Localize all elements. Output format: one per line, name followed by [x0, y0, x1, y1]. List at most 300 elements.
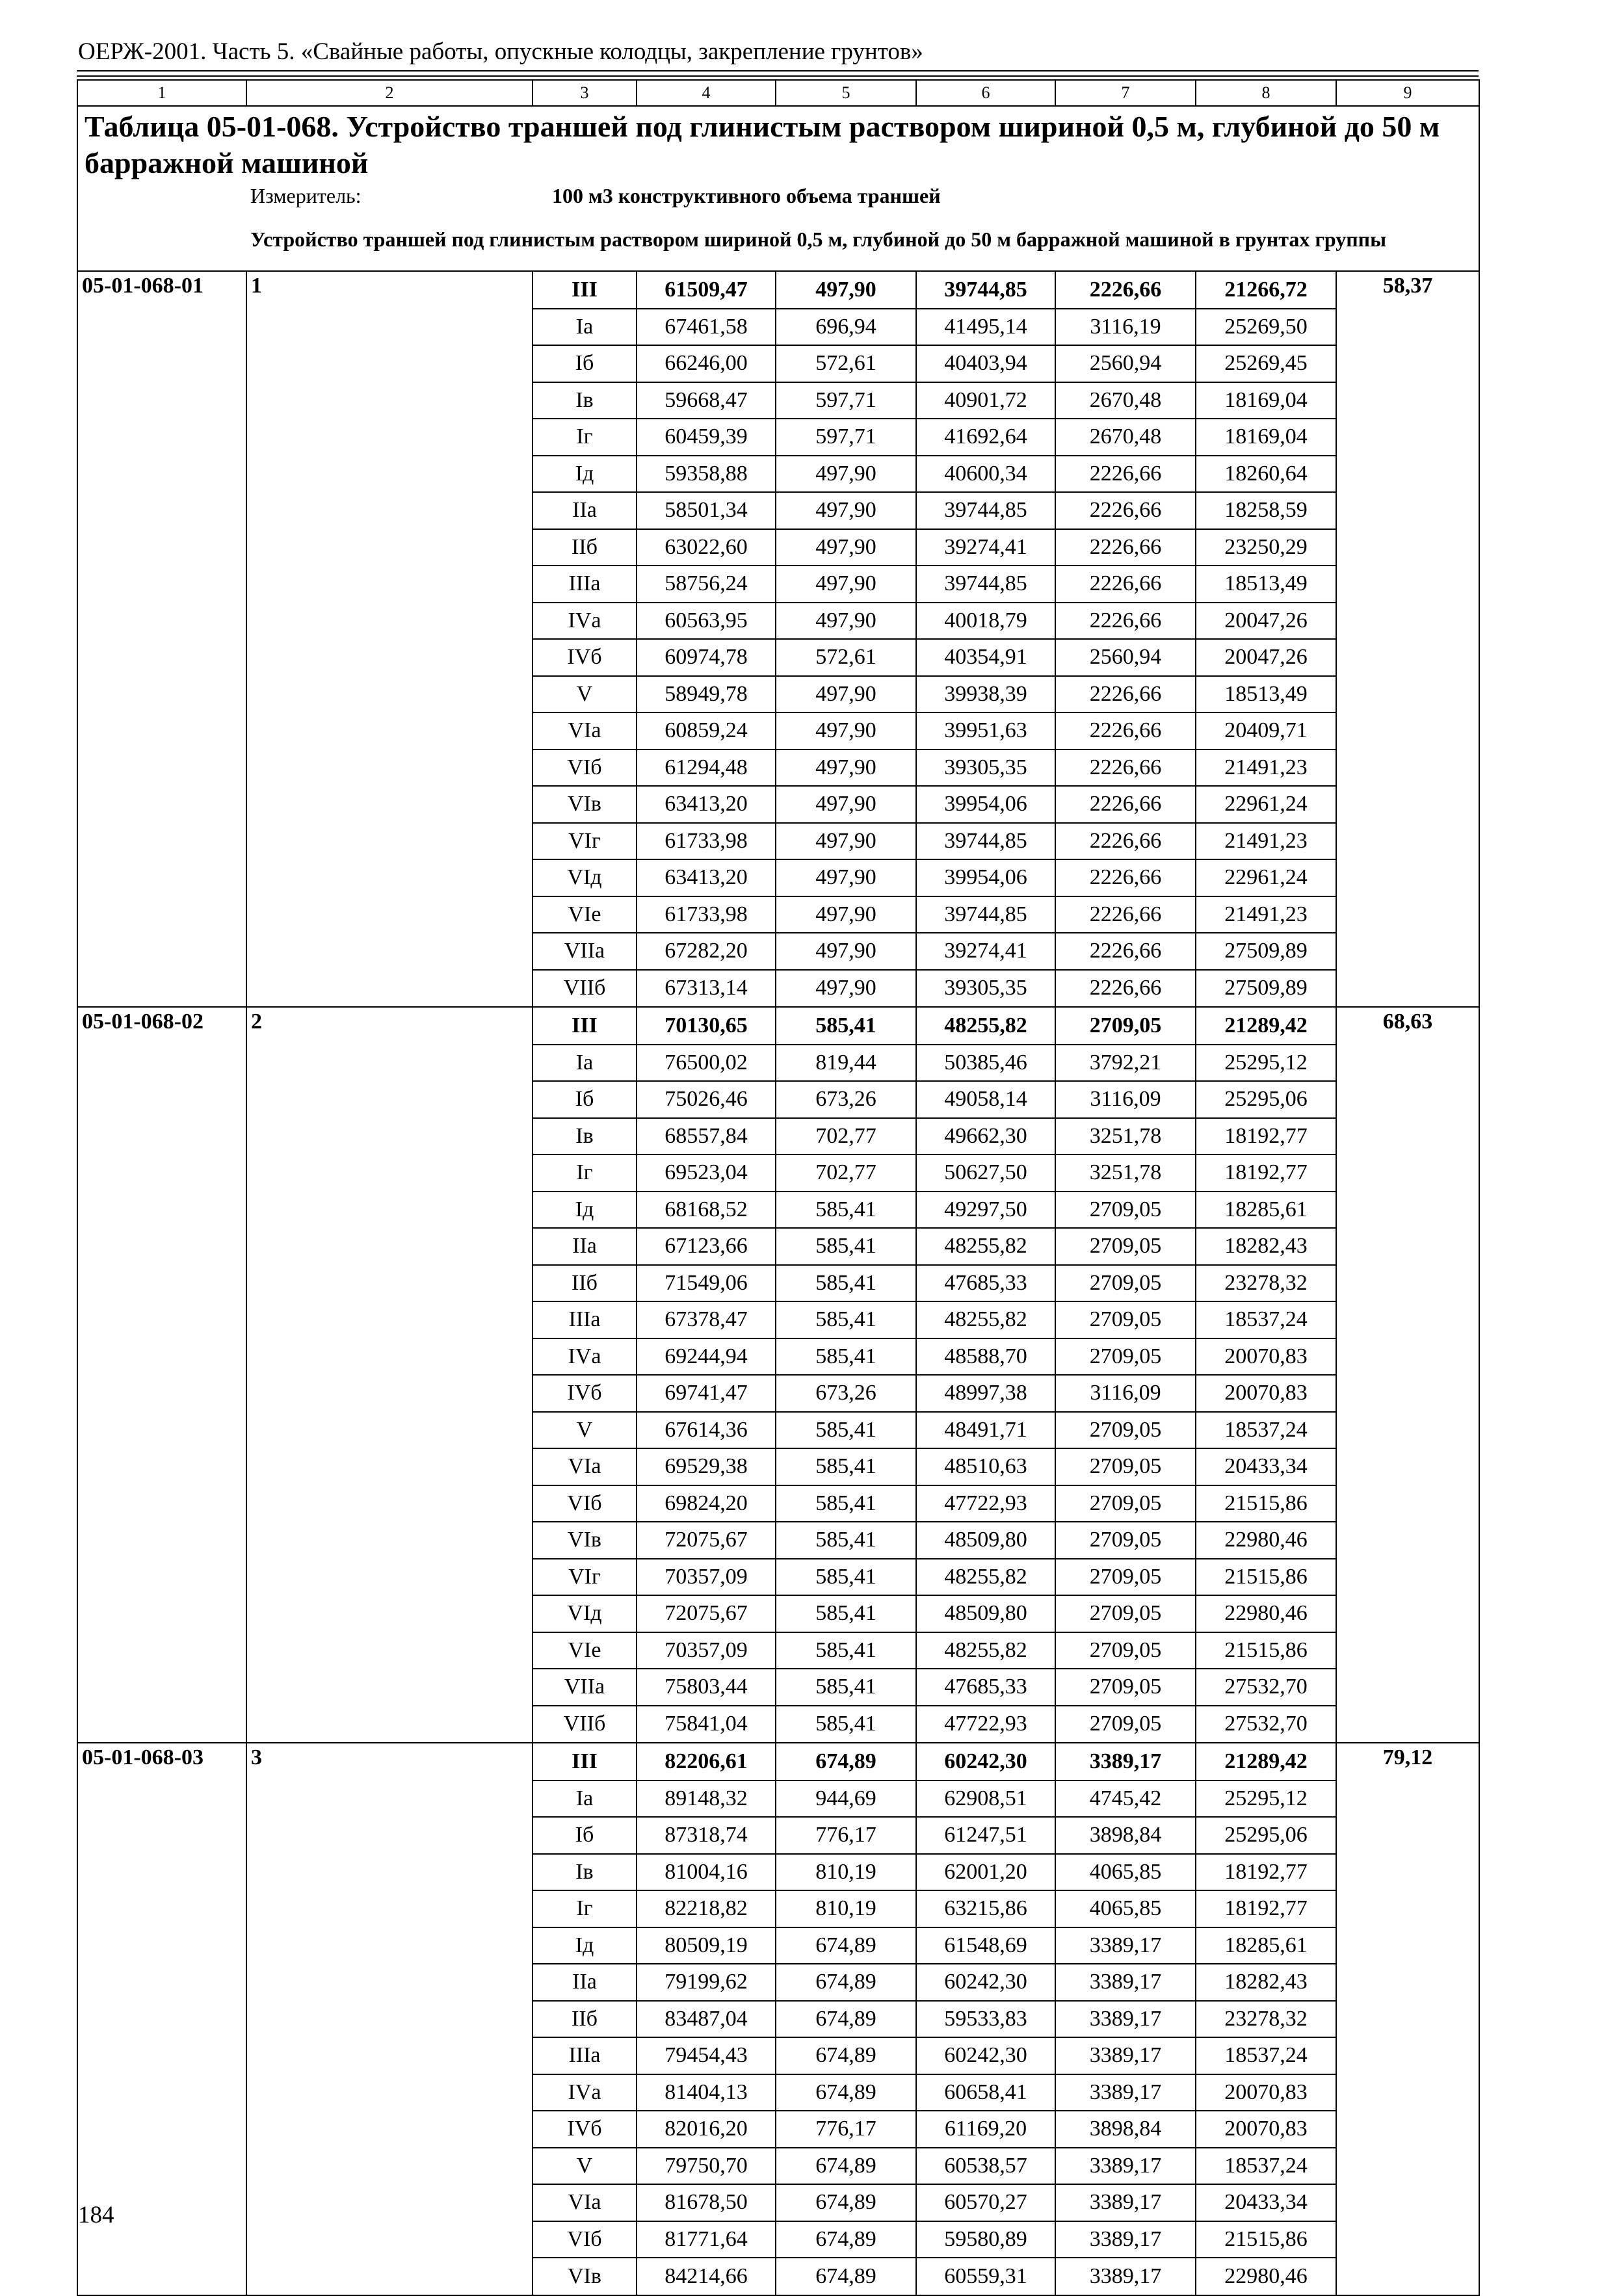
labor-cost-cell: [1336, 786, 1479, 823]
operator-wage-cell: 3389,17: [1055, 1964, 1196, 2001]
materials-cell: 23278,32: [1196, 2001, 1336, 2038]
operator-wage-cell: 2709,05: [1055, 1301, 1196, 1338]
operator-wage-cell: 2226,66: [1055, 456, 1196, 493]
wage-cell: 497,90: [776, 933, 916, 970]
soil-group-cell: VIIб: [533, 970, 637, 1008]
total-cost-cell: 60563,95: [637, 603, 776, 640]
soil-group-cell: V: [533, 676, 637, 713]
labor-cost-cell: [1336, 2221, 1479, 2258]
column-number-cell: 9: [1336, 80, 1479, 106]
norm-number-cell: [246, 1265, 533, 1302]
total-cost-cell: 70130,65: [637, 1007, 776, 1045]
norm-number-cell: [246, 2111, 533, 2148]
soil-group-cell: VIе: [533, 896, 637, 933]
total-cost-cell: 63413,20: [637, 859, 776, 896]
materials-cell: 21491,23: [1196, 896, 1336, 933]
norm-code-cell: [77, 639, 246, 676]
norm-number-cell: [246, 1927, 533, 1964]
total-cost-cell: 61509,47: [637, 271, 776, 309]
norm-code-cell: [77, 1964, 246, 2001]
labor-cost-cell: [1336, 419, 1479, 456]
total-cost-cell: 80509,19: [637, 1927, 776, 1964]
materials-cell: 25295,12: [1196, 1781, 1336, 1818]
norm-code-cell: [77, 2258, 246, 2295]
machine-cost-cell: 61247,51: [916, 1817, 1055, 1854]
wage-cell: 497,90: [776, 750, 916, 787]
soil-group-cell: Iб: [533, 1817, 637, 1854]
total-cost-cell: 72075,67: [637, 1595, 776, 1632]
measurer-value: 100 м3 конструктивного объема траншей: [552, 184, 941, 207]
soil-group-cell: Iд: [533, 456, 637, 493]
norm-code-cell: [77, 1228, 246, 1265]
soil-group-cell: IVа: [533, 603, 637, 640]
soil-group-cell: VIв: [533, 2258, 637, 2295]
labor-cost-cell: [1336, 456, 1479, 493]
norm-code-cell: [77, 1118, 246, 1155]
machine-cost-cell: 39305,35: [916, 970, 1055, 1008]
table-row: [77, 1927, 1479, 1964]
machine-cost-cell: 48255,82: [916, 1632, 1055, 1669]
wage-cell: 585,41: [776, 1192, 916, 1229]
operator-wage-cell: 3389,17: [1055, 2001, 1196, 2038]
operator-wage-cell: 2226,66: [1055, 712, 1196, 750]
materials-cell: 18513,49: [1196, 566, 1336, 603]
total-cost-cell: 81004,16: [637, 1854, 776, 1891]
table-row: [77, 1007, 1479, 1045]
operator-wage-cell: 2709,05: [1055, 1228, 1196, 1265]
norm-code-cell: [77, 345, 246, 382]
labor-cost-cell: [1336, 1781, 1479, 1818]
soil-group-cell: VIв: [533, 786, 637, 823]
header-rule-double: [77, 75, 1479, 77]
machine-cost-cell: 40354,91: [916, 639, 1055, 676]
labor-cost-cell: 79,12: [1336, 1743, 1479, 1781]
soil-group-cell: Iв: [533, 1854, 637, 1891]
labor-cost-cell: 68,63: [1336, 1007, 1479, 1045]
norm-number-cell: [246, 309, 533, 346]
norm-code-cell: [77, 382, 246, 419]
wage-cell: 497,90: [776, 970, 916, 1008]
operator-wage-cell: 2709,05: [1055, 1485, 1196, 1522]
operator-wage-cell: 3389,17: [1055, 2074, 1196, 2111]
materials-cell: 20433,34: [1196, 1448, 1336, 1485]
norm-code-cell: [77, 1706, 246, 1743]
norm-number-cell: [246, 529, 533, 566]
table-row: [77, 1448, 1479, 1485]
norm-number-cell: [246, 1595, 533, 1632]
machine-cost-cell: 60658,41: [916, 2074, 1055, 2111]
soil-group-cell: Iб: [533, 345, 637, 382]
labor-cost-cell: [1336, 1265, 1479, 1302]
soil-group-cell: IIа: [533, 1228, 637, 1265]
total-cost-cell: 69523,04: [637, 1155, 776, 1192]
materials-cell: 18513,49: [1196, 676, 1336, 713]
operator-wage-cell: 3898,84: [1055, 2111, 1196, 2148]
soil-group-cell: Iа: [533, 309, 637, 346]
machine-cost-cell: 39951,63: [916, 712, 1055, 750]
labor-cost-cell: [1336, 1595, 1479, 1632]
labor-cost-cell: [1336, 1669, 1479, 1706]
column-number-cell: 5: [776, 80, 916, 106]
total-cost-cell: 81771,64: [637, 2221, 776, 2258]
wage-cell: 572,61: [776, 639, 916, 676]
table-row: [77, 1595, 1479, 1632]
total-cost-cell: 63413,20: [637, 786, 776, 823]
column-number-cell: 1: [77, 80, 246, 106]
machine-cost-cell: 39274,41: [916, 529, 1055, 566]
total-cost-cell: 68168,52: [637, 1192, 776, 1229]
machine-cost-cell: 48255,82: [916, 1301, 1055, 1338]
total-cost-cell: 69824,20: [637, 1485, 776, 1522]
norm-number-cell: [246, 859, 533, 896]
materials-cell: 18169,04: [1196, 382, 1336, 419]
norm-number-cell: [246, 1781, 533, 1818]
norm-number-cell: [246, 1669, 533, 1706]
operator-wage-cell: 2226,66: [1055, 933, 1196, 970]
materials-cell: 18282,43: [1196, 1228, 1336, 1265]
norm-code-cell: [77, 1890, 246, 1927]
table-row: [77, 823, 1479, 860]
labor-cost-cell: [1336, 529, 1479, 566]
machine-cost-cell: 60242,30: [916, 1964, 1055, 2001]
machine-cost-cell: 39305,35: [916, 750, 1055, 787]
materials-cell: 20070,83: [1196, 1338, 1336, 1376]
machine-cost-cell: 39954,06: [916, 786, 1055, 823]
operator-wage-cell: 2226,66: [1055, 566, 1196, 603]
materials-cell: 21515,86: [1196, 1485, 1336, 1522]
soil-group-cell: Iв: [533, 382, 637, 419]
norm-number-cell: [246, 639, 533, 676]
materials-cell: 25295,12: [1196, 1045, 1336, 1082]
norm-number-cell: [246, 1890, 533, 1927]
soil-group-cell: V: [533, 2148, 637, 2185]
norm-number-cell: [246, 1706, 533, 1743]
norm-number-cell: [246, 1081, 533, 1118]
machine-cost-cell: 48491,71: [916, 1412, 1055, 1449]
norm-code-cell: [77, 712, 246, 750]
labor-cost-cell: [1336, 309, 1479, 346]
machine-cost-cell: 49297,50: [916, 1192, 1055, 1229]
table-row: [77, 271, 1479, 309]
norm-code-cell: [77, 1375, 246, 1412]
materials-cell: 27509,89: [1196, 933, 1336, 970]
labor-cost-cell: [1336, 676, 1479, 713]
soil-group-cell: Iв: [533, 1118, 637, 1155]
norm-code-cell: [77, 2074, 246, 2111]
machine-cost-cell: 47685,33: [916, 1669, 1055, 1706]
table-row: [77, 1155, 1479, 1192]
materials-cell: 20409,71: [1196, 712, 1336, 750]
machine-cost-cell: 41495,14: [916, 309, 1055, 346]
norm-number-cell: [246, 1228, 533, 1265]
norm-number-cell: [246, 1522, 533, 1559]
machine-cost-cell: 47685,33: [916, 1265, 1055, 1302]
norm-code-cell: [77, 1412, 246, 1449]
table-row: [77, 2037, 1479, 2074]
norm-code-cell: [77, 1045, 246, 1082]
total-cost-cell: 75026,46: [637, 1081, 776, 1118]
total-cost-cell: 67461,58: [637, 309, 776, 346]
materials-cell: 18537,24: [1196, 2037, 1336, 2074]
materials-cell: 21266,72: [1196, 271, 1336, 309]
soil-group-cell: Iа: [533, 1045, 637, 1082]
machine-cost-cell: 39744,85: [916, 823, 1055, 860]
wage-cell: 696,94: [776, 309, 916, 346]
norm-code-cell: 05-01-068-01: [77, 271, 246, 309]
table-row: [77, 382, 1479, 419]
table-row: [77, 1375, 1479, 1412]
operator-wage-cell: 3116,19: [1055, 309, 1196, 346]
operator-wage-cell: 3389,17: [1055, 2148, 1196, 2185]
wage-cell: 597,71: [776, 382, 916, 419]
total-cost-cell: 83487,04: [637, 2001, 776, 2038]
norm-code-cell: [77, 492, 246, 529]
soil-group-cell: IVб: [533, 639, 637, 676]
materials-cell: 27532,70: [1196, 1669, 1336, 1706]
norm-code-cell: [77, 859, 246, 896]
labor-cost-cell: [1336, 1854, 1479, 1891]
table-row: [77, 639, 1479, 676]
norm-number-cell: [246, 1485, 533, 1522]
wage-cell: 497,90: [776, 566, 916, 603]
wage-cell: 585,41: [776, 1448, 916, 1485]
materials-cell: 18537,24: [1196, 1412, 1336, 1449]
machine-cost-cell: 48255,82: [916, 1228, 1055, 1265]
machine-cost-cell: 48588,70: [916, 1338, 1055, 1376]
materials-cell: 20070,83: [1196, 2074, 1336, 2111]
soil-group-cell: VIIа: [533, 933, 637, 970]
materials-cell: 22980,46: [1196, 1595, 1336, 1632]
norm-number-cell: [246, 419, 533, 456]
table-row: [77, 1817, 1479, 1854]
machine-cost-cell: 39744,85: [916, 896, 1055, 933]
total-cost-cell: 69244,94: [637, 1338, 776, 1376]
wage-cell: 585,41: [776, 1007, 916, 1045]
soil-group-cell: IVа: [533, 1338, 637, 1376]
operator-wage-cell: 2670,48: [1055, 382, 1196, 419]
materials-cell: 18537,24: [1196, 1301, 1336, 1338]
operator-wage-cell: 3898,84: [1055, 1817, 1196, 1854]
table-row: [77, 529, 1479, 566]
operator-wage-cell: 2226,66: [1055, 750, 1196, 787]
table-row: [77, 1192, 1479, 1229]
labor-cost-cell: [1336, 382, 1479, 419]
labor-cost-cell: [1336, 750, 1479, 787]
total-cost-cell: 75803,44: [637, 1669, 776, 1706]
norm-number-cell: [246, 1301, 533, 1338]
header-rule: [77, 70, 1479, 72]
total-cost-cell: 67282,20: [637, 933, 776, 970]
total-cost-cell: 89148,32: [637, 1781, 776, 1818]
column-number-cell: 2: [246, 80, 533, 106]
machine-cost-cell: 50385,46: [916, 1045, 1055, 1082]
table-row: [77, 1781, 1479, 1818]
soil-group-cell: Iг: [533, 1890, 637, 1927]
norm-code-cell: [77, 970, 246, 1008]
operator-wage-cell: 2226,66: [1055, 676, 1196, 713]
norm-number-cell: [246, 2258, 533, 2295]
total-cost-cell: 67378,47: [637, 1301, 776, 1338]
wage-cell: 585,41: [776, 1706, 916, 1743]
wage-cell: 585,41: [776, 1559, 916, 1596]
norm-number-cell: [246, 933, 533, 970]
soil-group-cell: III: [533, 271, 637, 309]
norm-number-cell: [246, 1412, 533, 1449]
wage-cell: 585,41: [776, 1595, 916, 1632]
soil-group-cell: IIа: [533, 1964, 637, 2001]
soil-group-cell: IVб: [533, 1375, 637, 1412]
labor-cost-cell: [1336, 603, 1479, 640]
labor-cost-cell: [1336, 1338, 1479, 1376]
table-row: [77, 1338, 1479, 1376]
operator-wage-cell: 2226,66: [1055, 970, 1196, 1008]
norm-number-cell: [246, 1045, 533, 1082]
materials-cell: 23250,29: [1196, 529, 1336, 566]
norm-code-cell: [77, 1559, 246, 1596]
norm-code-cell: [77, 1854, 246, 1891]
total-cost-cell: 81678,50: [637, 2184, 776, 2221]
table-row: [77, 1522, 1479, 1559]
subheader-row: [77, 208, 1479, 271]
soil-group-cell: VIа: [533, 1448, 637, 1485]
table-title: Таблица 05-01-068. Устройство траншей под глинистым раствором шириной 0,5 м, глубиной до 50 м барражной машиной: [77, 106, 1479, 183]
materials-cell: 18169,04: [1196, 419, 1336, 456]
labor-cost-cell: 58,37: [1336, 271, 1479, 309]
labor-cost-cell: [1336, 712, 1479, 750]
wage-cell: 810,19: [776, 1854, 916, 1891]
machine-cost-cell: 63215,86: [916, 1890, 1055, 1927]
norm-code-cell: [77, 566, 246, 603]
operator-wage-cell: 2709,05: [1055, 1007, 1196, 1045]
total-cost-cell: 61733,98: [637, 896, 776, 933]
table-row: [77, 2184, 1479, 2221]
norm-code-cell: [77, 1338, 246, 1376]
norm-number-cell: [246, 2074, 533, 2111]
operator-wage-cell: 3389,17: [1055, 1743, 1196, 1781]
machine-cost-cell: 40600,34: [916, 456, 1055, 493]
norm-number-cell: [246, 1964, 533, 2001]
table-row: [77, 1632, 1479, 1669]
materials-cell: 21491,23: [1196, 823, 1336, 860]
labor-cost-cell: [1336, 1412, 1479, 1449]
operator-wage-cell: 4065,85: [1055, 1854, 1196, 1891]
measurer-row: [77, 183, 1479, 208]
labor-cost-cell: [1336, 345, 1479, 382]
table-row: [77, 566, 1479, 603]
labor-cost-cell: [1336, 823, 1479, 860]
labor-cost-cell: [1336, 566, 1479, 603]
wage-cell: 674,89: [776, 2258, 916, 2295]
materials-cell: 25269,45: [1196, 345, 1336, 382]
total-cost-cell: 58949,78: [637, 676, 776, 713]
wage-cell: 497,90: [776, 859, 916, 896]
labor-cost-cell: [1336, 1448, 1479, 1485]
machine-cost-cell: 40901,72: [916, 382, 1055, 419]
norm-number-cell: [246, 2001, 533, 2038]
labor-cost-cell: [1336, 1817, 1479, 1854]
materials-cell: 18282,43: [1196, 1964, 1336, 2001]
norm-number-cell: [246, 2221, 533, 2258]
document-header: ОЕРЖ-2001. Часть 5. «Свайные работы, опускные колодцы, закрепление грунтов»: [78, 38, 923, 65]
total-cost-cell: 68557,84: [637, 1118, 776, 1155]
table-row: [77, 1706, 1479, 1743]
norm-number-cell: [246, 750, 533, 787]
machine-cost-cell: 39744,85: [916, 271, 1055, 309]
norm-code-cell: [77, 2148, 246, 2185]
table-row: [77, 492, 1479, 529]
wage-cell: 702,77: [776, 1155, 916, 1192]
labor-cost-cell: [1336, 2111, 1479, 2148]
soil-group-cell: VIб: [533, 750, 637, 787]
materials-cell: 20070,83: [1196, 1375, 1336, 1412]
wage-cell: 810,19: [776, 1890, 916, 1927]
norm-number-cell: [246, 603, 533, 640]
norm-code-cell: [77, 750, 246, 787]
norm-number-cell: [246, 676, 533, 713]
machine-cost-cell: 40018,79: [916, 603, 1055, 640]
materials-cell: 18285,61: [1196, 1192, 1336, 1229]
operator-wage-cell: 2709,05: [1055, 1448, 1196, 1485]
column-number-cell: 4: [637, 80, 776, 106]
wage-cell: 497,90: [776, 271, 916, 309]
total-cost-cell: 63022,60: [637, 529, 776, 566]
norm-number-cell: [246, 1118, 533, 1155]
table-row: [77, 2221, 1479, 2258]
page-number: 184: [78, 2202, 114, 2228]
wage-cell: 585,41: [776, 1522, 916, 1559]
table-subheader: Устройство траншей под глинистым раствором шириной 0,5 м, глубиной до 50 м барражной машиной в грунтах группы: [246, 208, 1479, 271]
norm-code-cell: [77, 529, 246, 566]
labor-cost-cell: [1336, 1301, 1479, 1338]
table-row: [77, 1045, 1479, 1082]
materials-cell: 23278,32: [1196, 1265, 1336, 1302]
soil-group-cell: Iд: [533, 1927, 637, 1964]
column-number-row: [77, 80, 1479, 106]
total-cost-cell: 79454,43: [637, 2037, 776, 2074]
labor-cost-cell: [1336, 970, 1479, 1008]
operator-wage-cell: 2709,05: [1055, 1265, 1196, 1302]
materials-cell: 20047,26: [1196, 639, 1336, 676]
table-row: [77, 2258, 1479, 2295]
materials-cell: 18537,24: [1196, 2148, 1336, 2185]
operator-wage-cell: 3389,17: [1055, 2037, 1196, 2074]
wage-cell: 674,89: [776, 2074, 916, 2111]
materials-cell: 27532,70: [1196, 1706, 1336, 1743]
norm-number-cell: [246, 492, 533, 529]
norm-code-cell: [77, 309, 246, 346]
soil-group-cell: IIIа: [533, 566, 637, 603]
wage-cell: 674,89: [776, 1964, 916, 2001]
wage-cell: 497,90: [776, 786, 916, 823]
machine-cost-cell: 62001,20: [916, 1854, 1055, 1891]
wage-cell: 497,90: [776, 823, 916, 860]
table-row: [77, 603, 1479, 640]
norm-number-cell: [246, 1854, 533, 1891]
machine-cost-cell: 61548,69: [916, 1927, 1055, 1964]
machine-cost-cell: 47722,93: [916, 1485, 1055, 1522]
wage-cell: 585,41: [776, 1265, 916, 1302]
materials-cell: 21491,23: [1196, 750, 1336, 787]
total-cost-cell: 69741,47: [637, 1375, 776, 1412]
soil-group-cell: Iб: [533, 1081, 637, 1118]
operator-wage-cell: 2226,66: [1055, 786, 1196, 823]
norm-number-cell: [246, 1375, 533, 1412]
wage-cell: 674,89: [776, 1743, 916, 1781]
total-cost-cell: 61294,48: [637, 750, 776, 787]
materials-cell: 21515,86: [1196, 1632, 1336, 1669]
labor-cost-cell: [1336, 492, 1479, 529]
norm-code-cell: [77, 786, 246, 823]
